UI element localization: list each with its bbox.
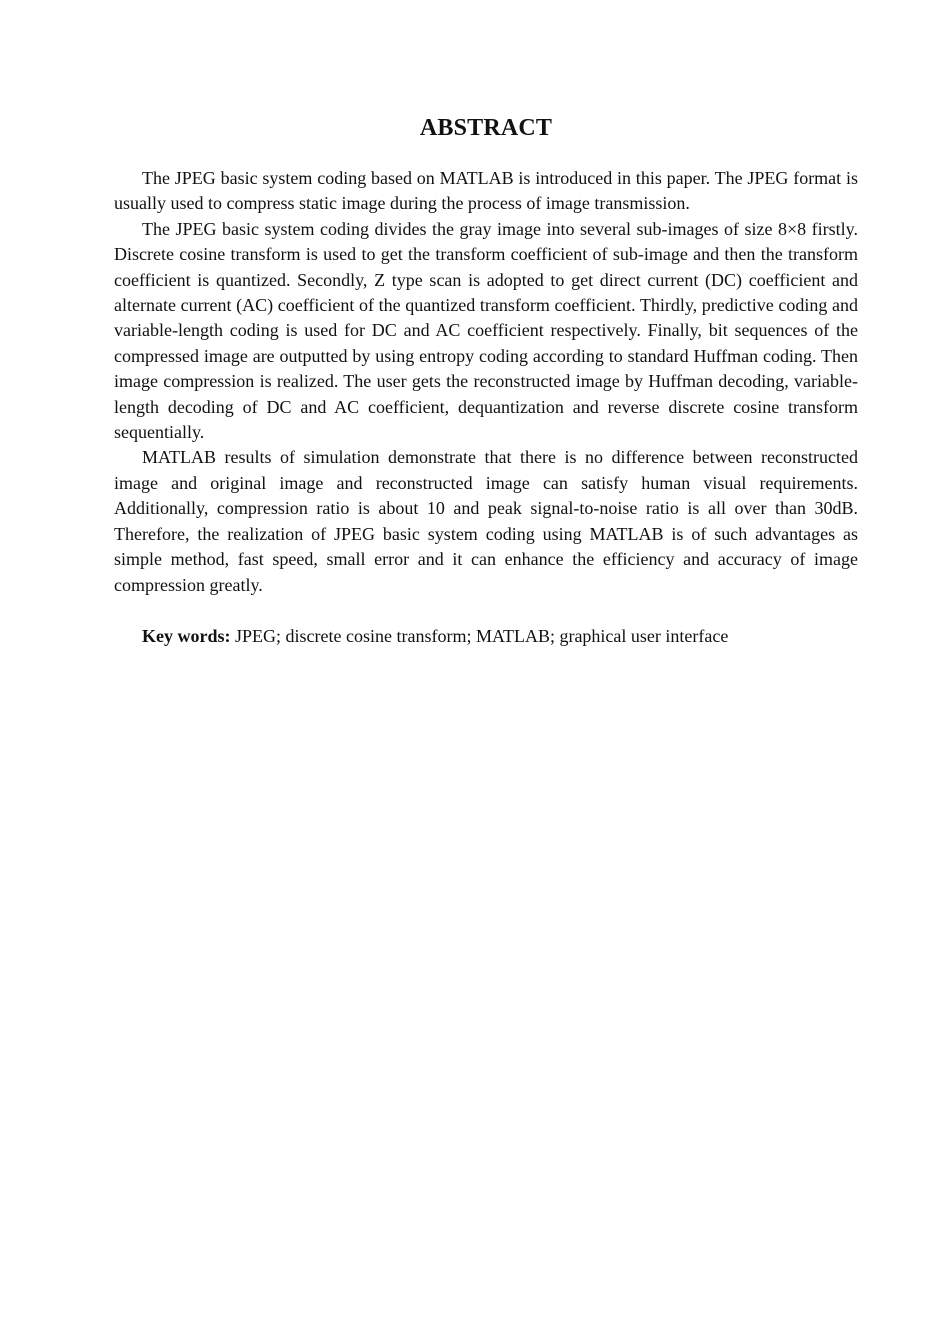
keywords-label: Key words: [142,625,231,646]
page-title: ABSTRACT [419,115,553,141]
abstract-paragraph-3: MATLAB results of simulation demonstrate that there is no difference between reconstructed image and original image and reconstructed image can satisfy human visual requirements. Additionally, compression ratio is about 10 and peak signal-to-noise ratio is all over than 30dB. Therefore, the realization of JPEG basic system coding using MATLAB is of such advantages as simple method, fast speed, small error and it can enhance the efficiency and accuracy of image compression greatly. [114,447,858,595]
keywords-text: JPEG; discrete cosine transform; MATLAB; graphical user interface [235,625,729,646]
abstract-section [114,112,858,649]
keywords-line [114,624,858,649]
abstract-paragraph-1: The JPEG basic system coding based on MATLAB is introduced in this paper. The JPEG format is usually used to compress static image during the process of image transmission. [114,168,858,214]
abstract-paragraph-2: The JPEG basic system coding divides the gray image into several sub-images of size 8×8 firstly. Discrete cosine transform is used to get the transform coefficient of sub-image and then the transform coefficient is quantized. Secondly, Z type scan is adopted to get direct current (DC) coefficient and alternate current (AC) coefficient of the quantized transform coefficient. Thirdly, predictive coding and variable-length coding is used for DC and AC coefficient respectively. Finally, bit sequences of the compressed image are outputted by using entropy coding according to standard Huffman coding. Then image compression is realized. The user gets the reconstructed image by Huffman decoding, variable-length decoding of DC and AC coefficient, dequantization and reverse discrete cosine transform sequentially. [114,218,858,443]
